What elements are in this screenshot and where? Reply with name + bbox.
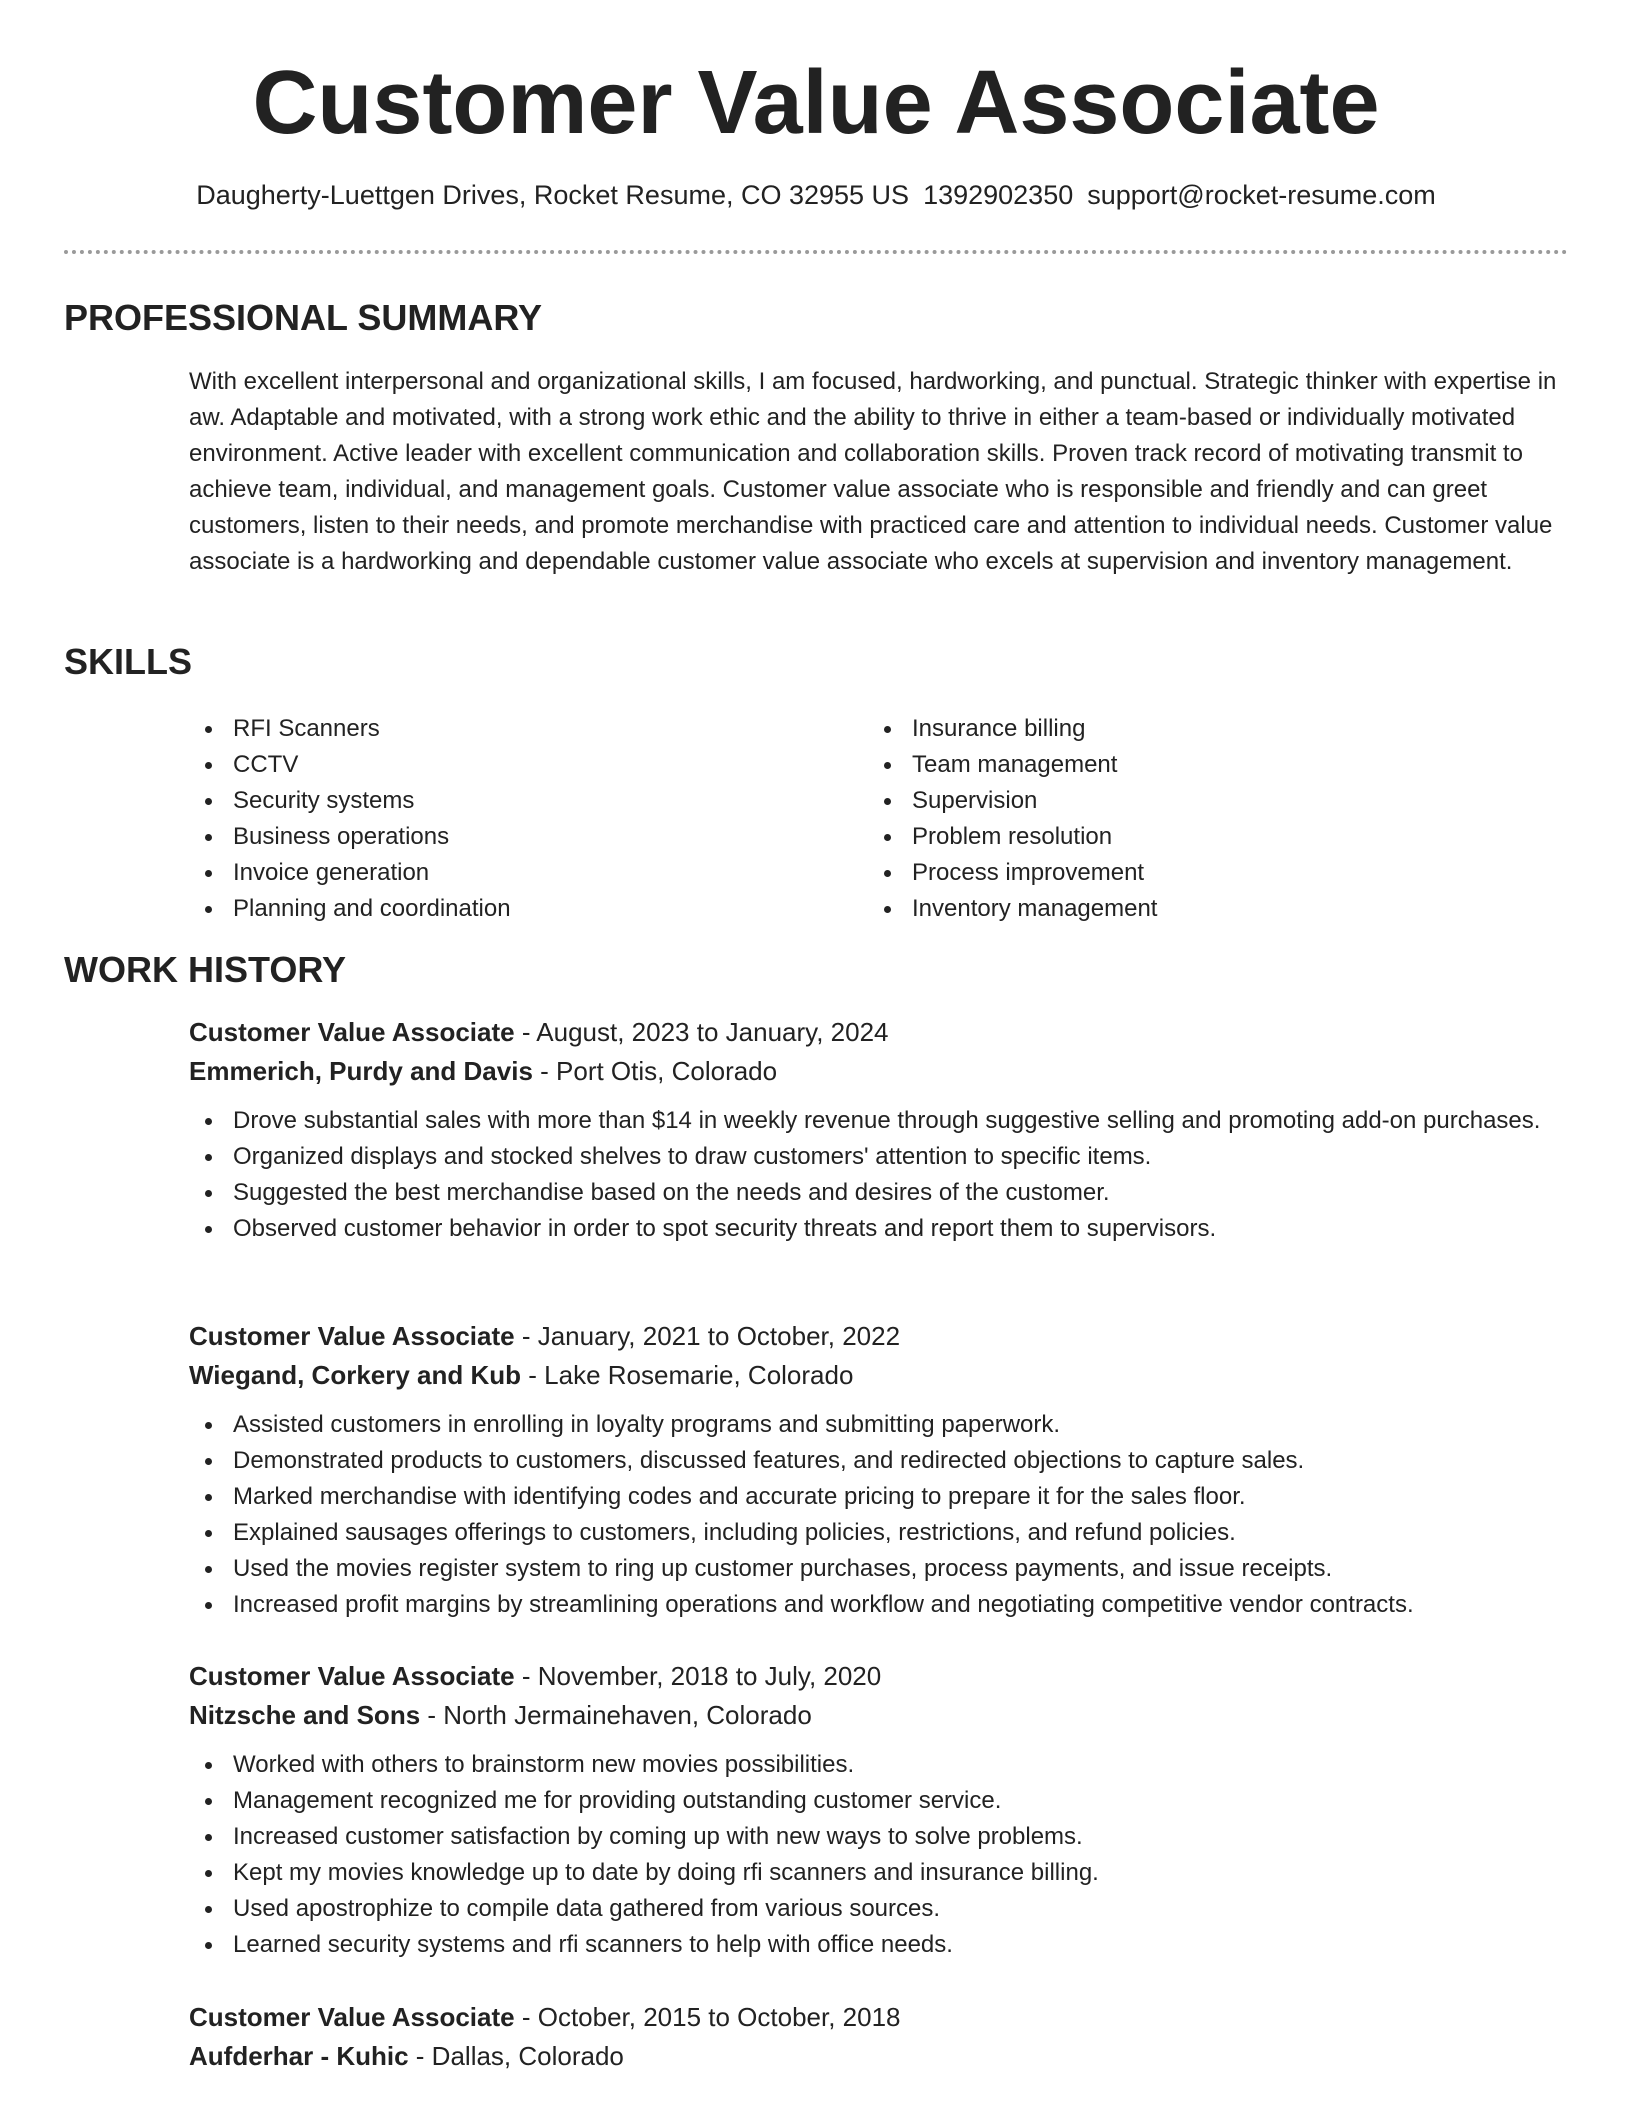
job-duty: Suggested the best merchandise based on the needs and desires of the customer. — [189, 1175, 1568, 1211]
summary-heading: PROFESSIONAL SUMMARY — [64, 297, 543, 338]
job-dates: - January, 2021 to October, 2022 — [514, 1321, 901, 1351]
job-title-line — [189, 1998, 1568, 2037]
skill-item: RFI Scanners — [189, 711, 868, 747]
job-location: - Port Otis, Colorado — [532, 1056, 778, 1086]
job-company: Wiegand, Corkery and Kub — [189, 1360, 522, 1390]
job-company: Emmerich, Purdy and Davis — [189, 1056, 533, 1086]
job-title-line — [189, 1657, 1568, 1696]
job-duty: Increased customer satisfaction by coming up with new ways to solve problems. — [189, 1819, 1568, 1855]
job-dates: - August, 2023 to January, 2024 — [514, 1017, 889, 1047]
job-location: - North Jermainehaven, Colorado — [420, 1700, 812, 1730]
job-role: Customer Value Associate — [189, 2002, 515, 2032]
job-duty: Assisted customers in enrolling in loyalty programs and submitting paperwork. — [189, 1407, 1568, 1443]
job-dates: - October, 2015 to October, 2018 — [514, 2002, 901, 2032]
skill-item: Problem resolution — [868, 819, 1568, 855]
job-title-line — [189, 1013, 1568, 1052]
job-company-line — [189, 1356, 1568, 1395]
job-duty: Explained sausages offerings to customers, including policies, restrictions, and refund policies. — [189, 1515, 1568, 1551]
skill-item: Process improvement — [868, 855, 1568, 891]
job-duty: Used apostrophize to compile data gathered from various sources. — [189, 1891, 1568, 1927]
job-duty: Worked with others to brainstorm new movies possibilities. — [189, 1747, 1568, 1783]
job-duty: Management recognized me for providing outstanding customer service. — [189, 1783, 1568, 1819]
contact-address: Daugherty-Luettgen Drives, Rocket Resume, CO 32955 US — [196, 180, 910, 210]
skills-column-left — [189, 711, 868, 927]
skills-list — [189, 711, 1568, 927]
contact-phone: 1392902350 — [923, 180, 1074, 210]
job-duties — [189, 1103, 1568, 1247]
job-entry — [189, 1657, 1568, 1963]
job-duty: Organized displays and stocked shelves to draw customers' attention to specific items. — [189, 1139, 1568, 1175]
job-duty: Demonstrated products to customers, discussed features, and redirected objections to capture sales. — [189, 1443, 1568, 1479]
skill-item: Team management — [868, 747, 1568, 783]
skill-item: Planning and coordination — [189, 891, 868, 927]
job-duties — [189, 1747, 1568, 1963]
skill-item: Invoice generation — [189, 855, 868, 891]
contact-line — [0, 180, 1632, 211]
skill-item: Security systems — [189, 783, 868, 819]
job-company-line — [189, 2037, 1568, 2076]
skill-item: Inventory management — [868, 891, 1568, 927]
job-duties — [189, 1407, 1568, 1623]
skills-column-right — [868, 711, 1568, 927]
header-divider — [64, 250, 1568, 254]
skill-item: Insurance billing — [868, 711, 1568, 747]
skill-item: Business operations — [189, 819, 868, 855]
job-company: Nitzsche and Sons — [189, 1700, 421, 1730]
resume-name: Customer Value Associate — [252, 53, 1380, 153]
summary-text: With excellent interpersonal and organizational skills, I am focused, hardworking, and punctual. Strategic thinker with expertise in aw. Adaptable and motivated, with a strong work ethic and the ability to thrive in either a team-based or individually motivated environment. Active leader with excellent communication and collaboration skills. Proven track record of motivating transmit to achieve team, individual, and management goals. Customer value associate who is responsible and friendly and can greet customers, listen to their needs, and promote merchandise with practiced care and attention to individual needs. Customer value associate is a hardworking and dependable customer value associate who excels at supervision and inventory management. — [189, 368, 1557, 575]
job-location: - Lake Rosemarie, Colorado — [521, 1360, 854, 1390]
job-entry — [189, 1317, 1568, 1623]
job-duty: Kept my movies knowledge up to date by doing rfi scanners and insurance billing. — [189, 1855, 1568, 1891]
job-role: Customer Value Associate — [189, 1017, 515, 1047]
job-company-line — [189, 1052, 1568, 1091]
job-duty: Increased profit margins by streamlining operations and workflow and negotiating competitive vendor contracts. — [189, 1587, 1568, 1623]
job-duty: Used the movies register system to ring up customer purchases, process payments, and issue receipts. — [189, 1551, 1568, 1587]
job-location: - Dallas, Colorado — [408, 2041, 624, 2071]
job-entry — [189, 1998, 1568, 2076]
job-role: Customer Value Associate — [189, 1321, 515, 1351]
skill-item: Supervision — [868, 783, 1568, 819]
job-company: Aufderhar - Kuhic — [189, 2041, 409, 2071]
job-duty: Drove substantial sales with more than $14 in weekly revenue through suggestive selling and promoting add-on purchases. — [189, 1103, 1568, 1139]
skills-heading: SKILLS — [64, 641, 193, 682]
job-duty: Marked merchandise with identifying codes and accurate pricing to prepare it for the sales floor. — [189, 1479, 1568, 1515]
job-duty: Observed customer behavior in order to spot security threats and report them to supervisors. — [189, 1211, 1568, 1247]
skill-item: CCTV — [189, 747, 868, 783]
job-title-line — [189, 1317, 1568, 1356]
work-history-heading: WORK HISTORY — [64, 949, 347, 990]
job-role: Customer Value Associate — [189, 1661, 515, 1691]
job-duty: Learned security systems and rfi scanners to help with office needs. — [189, 1927, 1568, 1963]
job-company-line — [189, 1696, 1568, 1735]
job-dates: - November, 2018 to July, 2020 — [514, 1661, 882, 1691]
contact-email[interactable]: support@rocket-resume.com — [1087, 180, 1436, 210]
job-entry — [189, 1013, 1568, 1247]
